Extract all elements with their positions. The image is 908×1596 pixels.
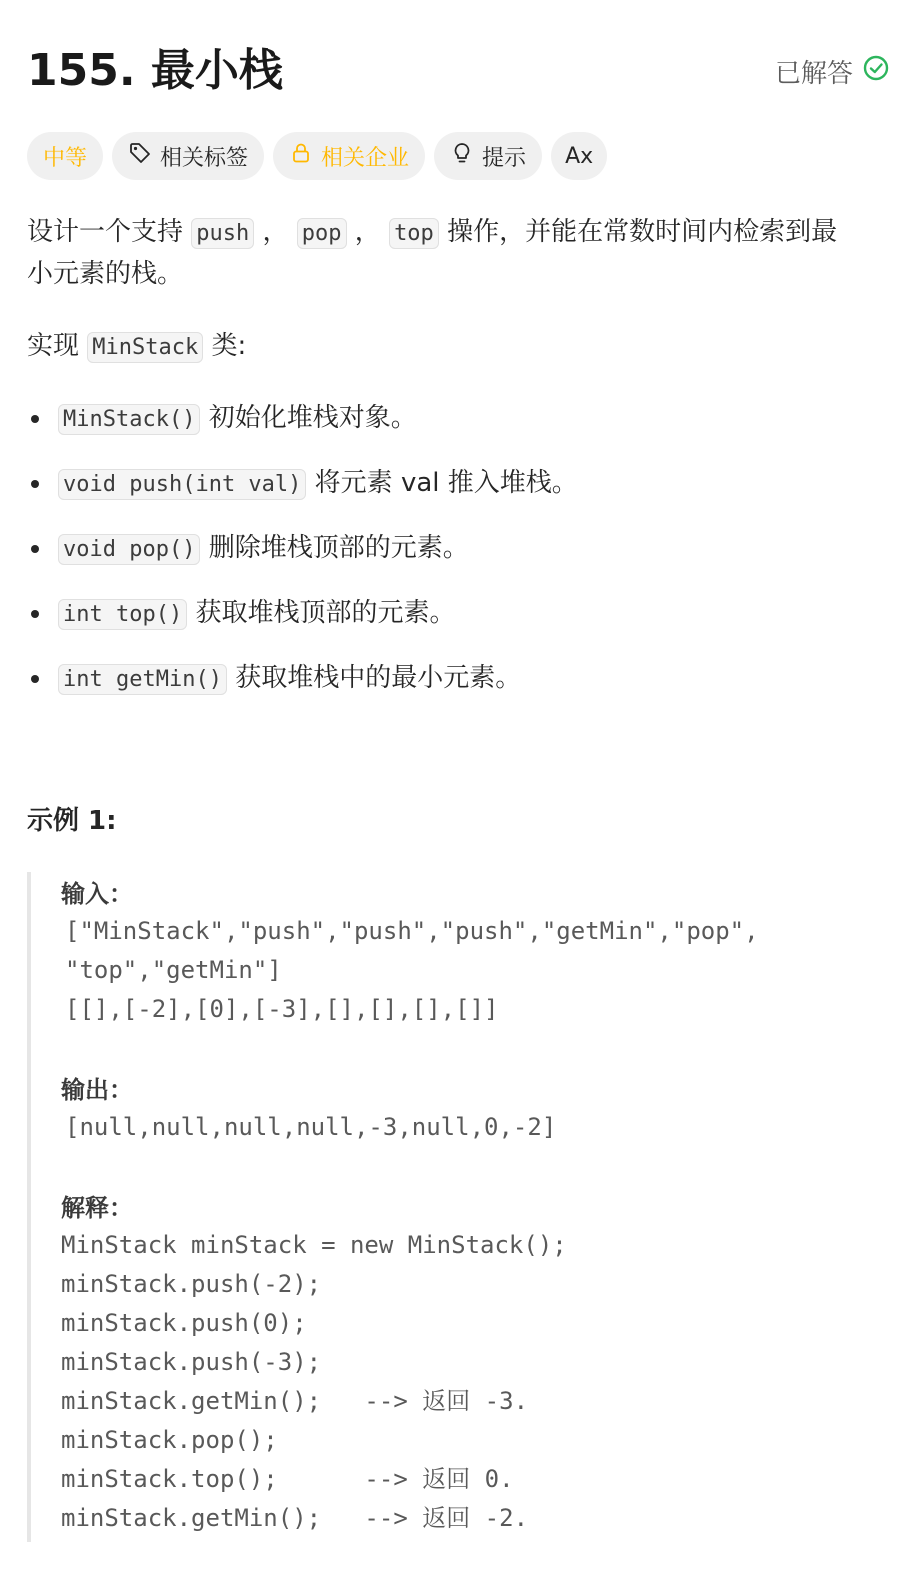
problem-title: 155. 最小栈 bbox=[27, 45, 283, 96]
companies-tag-button[interactable] bbox=[273, 132, 425, 180]
difficulty-badge bbox=[27, 132, 103, 180]
list-item bbox=[27, 591, 578, 656]
explain-line: minStack.getMin(); --> 返回 -2. bbox=[61, 1504, 529, 1532]
explain-line: minStack.getMin(); --> 返回 -3. bbox=[61, 1387, 529, 1415]
code-minstack: MinStack bbox=[87, 332, 203, 363]
input-line: "top","getMin"] bbox=[65, 956, 282, 984]
input-line: [[],[-2],[0],[-3],[],[],[],[]] bbox=[65, 995, 499, 1023]
explain-line: minStack.push(-2); bbox=[61, 1270, 322, 1298]
method-signature: MinStack() bbox=[58, 404, 200, 435]
hint-button[interactable] bbox=[434, 132, 542, 180]
method-description: 初始化堆栈对象。 bbox=[200, 403, 417, 433]
method-description: 获取堆栈中的最小元素。 bbox=[226, 663, 522, 693]
explain-line: minStack.push(-3); bbox=[61, 1348, 322, 1376]
translate-button[interactable] bbox=[551, 132, 607, 180]
title-row bbox=[27, 38, 889, 104]
output-label: 输出： bbox=[61, 1076, 133, 1104]
solved-status bbox=[775, 52, 889, 90]
tag-bar bbox=[27, 132, 607, 180]
explain-line: minStack.pop(); bbox=[61, 1426, 278, 1454]
method-signature: void push(int val) bbox=[58, 469, 306, 500]
input-line: ["MinStack","push","push","push","getMin","pop", bbox=[65, 917, 759, 945]
method-signature: int top() bbox=[58, 599, 187, 630]
solved-label: 已解答 bbox=[774, 58, 853, 89]
explain-line: minStack.push(0); bbox=[61, 1309, 307, 1337]
topics-tag-label: 相关标签 bbox=[160, 145, 249, 171]
method-description: 将元素 val 推入堆栈。 bbox=[306, 468, 578, 498]
check-circle-icon bbox=[863, 55, 889, 88]
input-label: 输入： bbox=[61, 880, 133, 908]
method-signature: void pop() bbox=[58, 534, 200, 565]
list-item bbox=[27, 526, 578, 591]
list-item bbox=[27, 461, 578, 526]
lightbulb-icon bbox=[450, 141, 482, 171]
translate-icon: Ax bbox=[565, 143, 594, 169]
output-line: [null,null,null,null,-3,null,0,-2] bbox=[65, 1113, 557, 1141]
topics-tag-button[interactable] bbox=[112, 132, 264, 180]
code-push: push bbox=[191, 218, 254, 249]
method-list bbox=[27, 396, 578, 721]
example-block bbox=[27, 872, 893, 1542]
description-text: 实现 bbox=[27, 331, 88, 361]
description-text: 类: bbox=[203, 331, 247, 361]
explain-label: 解释： bbox=[61, 1194, 133, 1222]
list-item bbox=[27, 656, 578, 721]
description-paragraph-1 bbox=[27, 212, 889, 294]
description-text: 小元素的栈。 bbox=[27, 259, 184, 289]
explain-line: MinStack minStack = new MinStack(); bbox=[61, 1231, 567, 1259]
separator: ， bbox=[254, 217, 297, 247]
method-signature: int getMin() bbox=[58, 664, 227, 695]
list-item bbox=[27, 396, 578, 461]
hint-label: 提示 bbox=[482, 145, 527, 171]
example-title: 示例 1: bbox=[27, 806, 117, 836]
method-description: 获取堆栈顶部的元素。 bbox=[187, 598, 456, 628]
explain-line: minStack.top(); --> 返回 0. bbox=[61, 1465, 514, 1493]
description-text: 操作，并能在常数时间内检索到最 bbox=[438, 217, 838, 247]
tag-icon bbox=[128, 141, 160, 171]
description-text: 设计一个支持 bbox=[27, 217, 192, 247]
method-description: 删除堆栈顶部的元素。 bbox=[200, 533, 469, 563]
code-top: top bbox=[389, 218, 439, 249]
difficulty-label: 中等 bbox=[43, 145, 88, 171]
code-pop: pop bbox=[297, 218, 347, 249]
companies-tag-label: 相关企业 bbox=[321, 145, 410, 171]
lock-icon bbox=[289, 141, 321, 171]
separator: ， bbox=[346, 217, 390, 247]
description-paragraph-2 bbox=[27, 326, 246, 368]
